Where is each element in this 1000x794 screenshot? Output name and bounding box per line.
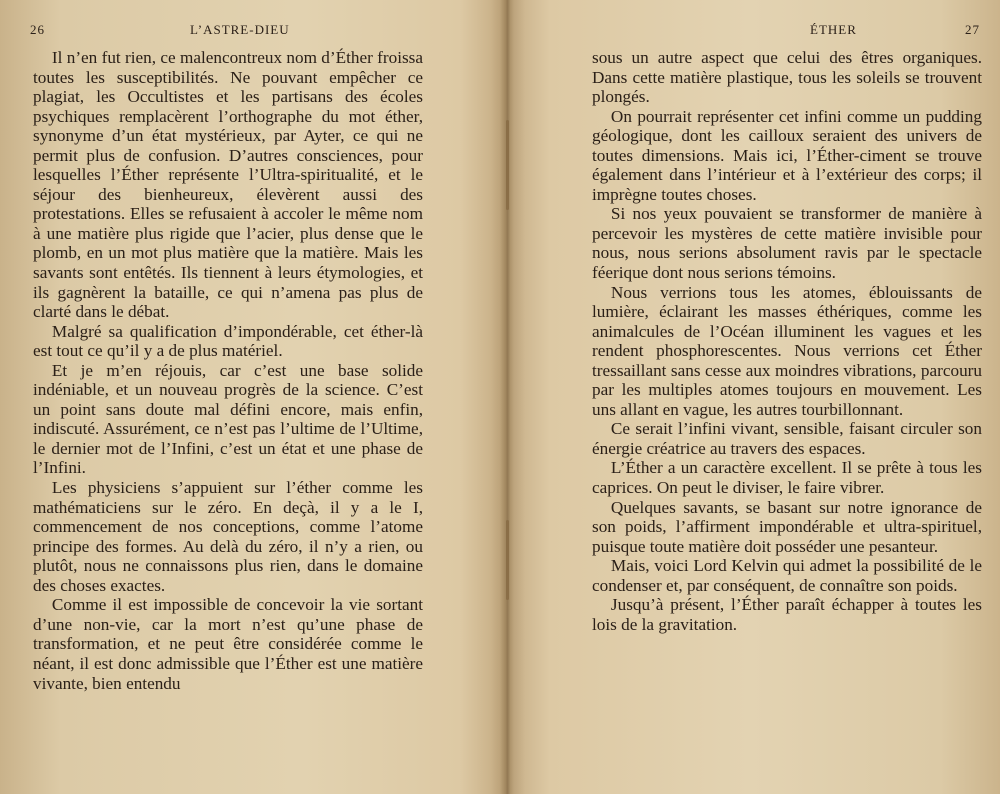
running-head: ÉTHER	[810, 22, 857, 37]
right-page	[510, 0, 1000, 794]
paragraph: Jusqu’à présent, l’Éther paraît échapper à toutes les lois de la gravitation.	[592, 595, 982, 634]
binding-stitch	[506, 520, 509, 600]
paragraph: Quelques savants, se basant sur notre ignorance de son poids, l’affirment impondérable et ultra-spirituel, puisque toute matière doit posséder une pesanteur.	[592, 497, 982, 556]
paragraph: Il n’en fut rien, ce malencontreux nom d’Éther froissa toutes les susceptibilités. Ne pouvant empêcher ce plagiat, les Occultistes et les partisans des écoles psychiques remplacèrent l’orthographe du mot éther, synonyme d’un état mystérieux, par Ayter, ce qui ne permit plus de confusion. D’autres consciences, pour lesquelles l’Éther représente l’Ultra-spiritualité, et le séjour des bienheureux, élevèrent aussi des protestations. Elles se refusaient à accoler le même nom à une matière plus rigide que l’acier, plus dense que le plomb, en un mot plus matière que la matière. Mais les savants sont entêtés. Ils tiennent à leurs étymologies, et ils gagnèrent la bataille, ce qui n’amena pas plus de clarté dans le débat.	[33, 48, 423, 322]
paragraph: Si nos yeux pouvaient se transformer de manière à percevoir les mystères de cette matière invisible pour nous, nous serions absolument ravis par le spectacle féerique dont nous serions témoins.	[592, 204, 982, 283]
page-body	[33, 48, 423, 693]
paragraph: L’Éther a un caractère excellent. Il se prête à tous les caprices. On peut le diviser, le faire vibrer.	[592, 458, 982, 498]
running-head: L’ASTRE-DIEU	[190, 22, 290, 37]
paragraph: Comme il est impossible de concevoir la vie sortant d’une non-vie, car la mort n’est qu’une phase de transformation, et ne peut être considérée comme le néant, il est donc admissible que l’Éther est une matière vivante, bien entendu	[33, 595, 423, 693]
paragraph: Ce serait l’infini vivant, sensible, faisant circuler son énergie créatrice au travers des espaces.	[592, 419, 982, 458]
paragraph: On pourrait représenter cet infini comme un pudding géologique, dont les cailloux seraient des univers de toutes dimensions. Mais ici, l’Éther-ciment se trouve également dans l’intérieur et à l’extérieur des corps; il imprègne toutes choses.	[592, 106, 982, 204]
page-number: 27	[965, 22, 980, 37]
paragraph-continuation: sous un autre aspect que celui des êtres organiques. Dans cette matière plastique, tous les soleils se trouvent plongés.	[592, 48, 982, 107]
paragraph: Malgré sa qualification d’impondérable, cet éther-là est tout ce qu’il y a de plus matériel.	[33, 321, 423, 361]
page-body	[592, 48, 982, 634]
paragraph: Nous verrions tous les atomes, éblouissants de lumière, éclairant les masses éthériques, comme les animalcules de l’Océan illuminent les vagues et les rendent phosphorescentes. Nous verrions cet Éther tressaillant sans cesse aux moindres vibrations, parcouru par les multiples atomes toujours en mouvement. Les uns allant en vague, les autres tourbillonnant.	[592, 282, 982, 419]
paragraph: Les physiciens s’appuient sur l’éther comme les mathématiciens sur le zéro. En deçà, il y a le I, commencement de nos conceptions, comme l’atome principe des formes. Au delà du zéro, il n’y a rien, ou plutôt, nous ne connaissons plus rien, dans le domaine des choses exactes.	[33, 478, 423, 595]
binding-stitch	[506, 120, 509, 210]
page-number: 26	[30, 22, 45, 37]
paragraph: Mais, voici Lord Kelvin qui admet la possibilité de le condenser et, par conséquent, de connaître son poids.	[592, 556, 982, 595]
paragraph: Et je m’en réjouis, car c’est une base solide indéniable, et un nouveau progrès de la science. C’est un point sans doute mal défini encore, mais enfin, indiscuté. Assurément, ce n’est pas l’ultime de l’Ultime, le dernier mot de l’Infini, c’est un état et une phase de l’Infini.	[33, 360, 423, 478]
